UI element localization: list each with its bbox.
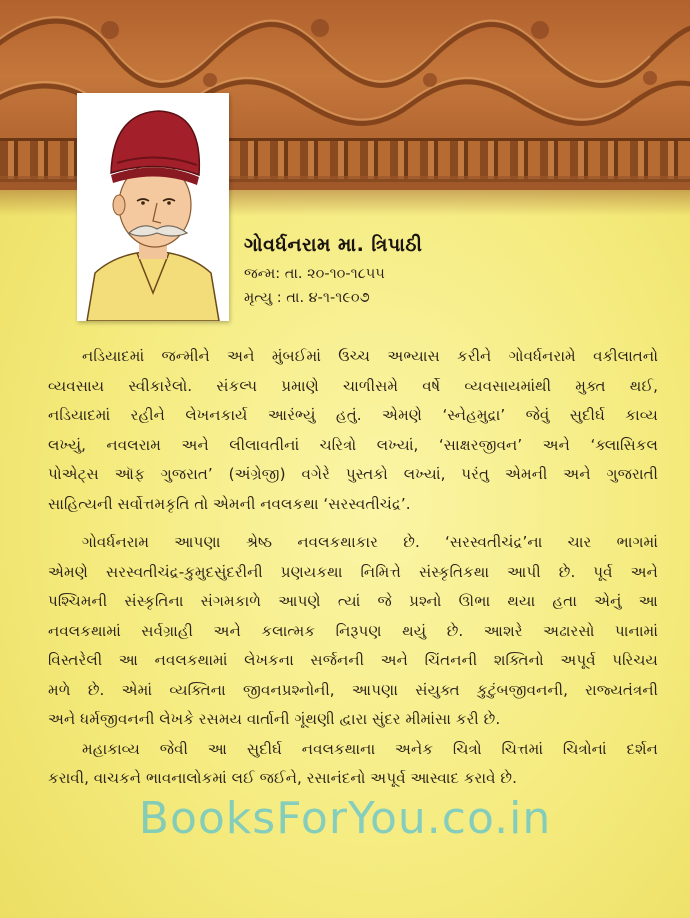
text-line: અને ધર્મજીવનની લેખકે રસમય વાર્તાની ગૂંથણી દ્વારા સુંદર મીમાંસા કરી છે. [48, 710, 501, 728]
author-portrait [77, 93, 229, 321]
paragraph [48, 735, 658, 794]
text-line: નવલકથામાં સર્વગ્રાહી અને કલાત્મક નિરૂપણ થયું છે. આશરે અઢારસો પાનામાં [48, 621, 658, 640]
paragraph-gap [48, 519, 658, 528]
text-line: વ્યવસાય સ્વીકારેલો. સંકલ્પ પ્રમાણે ચાળીસમે વર્ષે વ્યવસાયમાંથી મુક્ત થઈ, [48, 376, 658, 395]
portrait-illustration [77, 93, 229, 321]
text-line: પોએટ્સ ઑફ ગુજરાત’ (અંગ્રેજી) વગેરે પુસ્તકો લખ્યાં, પરંતુ એમની અને ગુજરાતી [48, 465, 658, 483]
watermark: BooksForYou.co.in [138, 793, 552, 844]
biography-text [48, 342, 658, 794]
author-info [244, 234, 422, 310]
text-line: મળે છે. એમાં વ્યક્તિના જીવનપ્રશ્નોની, આપણા સંયુક્ત કુટુંબજીવનની, રાજ્યતંત્રની [48, 680, 658, 699]
birth-date: જન્મ: તા. ૨૦-૧૦-૧૮૫૫ [244, 266, 385, 282]
text-line: ગોવર્ધનરામ આપણા શ્રેષ્ઠ નવલકથાકાર છે. ‘સરસ્વતીચંદ્ર’ના ચાર ભાગમાં [82, 533, 658, 551]
death-date: મૃત્યુ : તા. ૪-૧-૧૯૦૭ [244, 290, 370, 306]
author-name: ગોવર્ધનરામ મા. ત્રિપાઠી [244, 234, 423, 256]
text-line: નડિયાદમાં જન્મીને અને મુંબઈમાં ઉચ્ચ અભ્યાસ કરીને ગોવર્ધનરામે વકીલાતનો [82, 347, 658, 365]
paragraph [48, 528, 658, 735]
paragraph [48, 342, 658, 519]
text-line: સાહિત્યની સર્વોત્તમકૃતિ તો એમની નવલકથા ‘સરસ્વતીચંદ્ર’. [48, 494, 411, 513]
text-line: નડિયાદમાં રહીને લેખનકાર્ય આરંભ્યું હતું. એમણે ‘સ્નેહમુદ્રા’ જેવું સુદીર્ઘ કાવ્ય [48, 406, 658, 424]
text-line: વિસ્તરેલી આ નવલકથામાં લેખકના સર્જનની અને ચિંતનની શક્તિનો અપૂર્વ પરિચય [48, 651, 658, 669]
text-line: કરાવી, વાચકને ભાવનાલોકમાં લઈ જઈને, રસાનંદનો અપૂર્વ આસ્વાદ કરાવે છે. [48, 769, 517, 787]
text-line: એમણે સરસ્વતીચંદ્ર-કુમુદસુંદરીની પ્રણયકથા નિમિત્તે સંસ્કૃતિકથા આપી છે. પૂર્વ અને [48, 562, 658, 581]
text-line: મહાકાવ્ય જેવી આ સુદીર્ઘ નવલકથાના અનેક ચિત્રો ચિત્તમાં ચિત્રોનાં દર્શન [82, 739, 658, 758]
text-line: લખ્યું, નવલરામ અને લીલાવતીનાં ચરિત્રો લખ્યાં, ‘સાક્ષરજીવન’ અને ‘ક્લાસિકલ [48, 435, 658, 454]
text-line: પશ્ચિમની સંસ્કૃતિના સંગમકાળે આપણે ત્યાં જે પ્રશ્નો ઊભા થયા હતા એનું આ [48, 592, 658, 610]
